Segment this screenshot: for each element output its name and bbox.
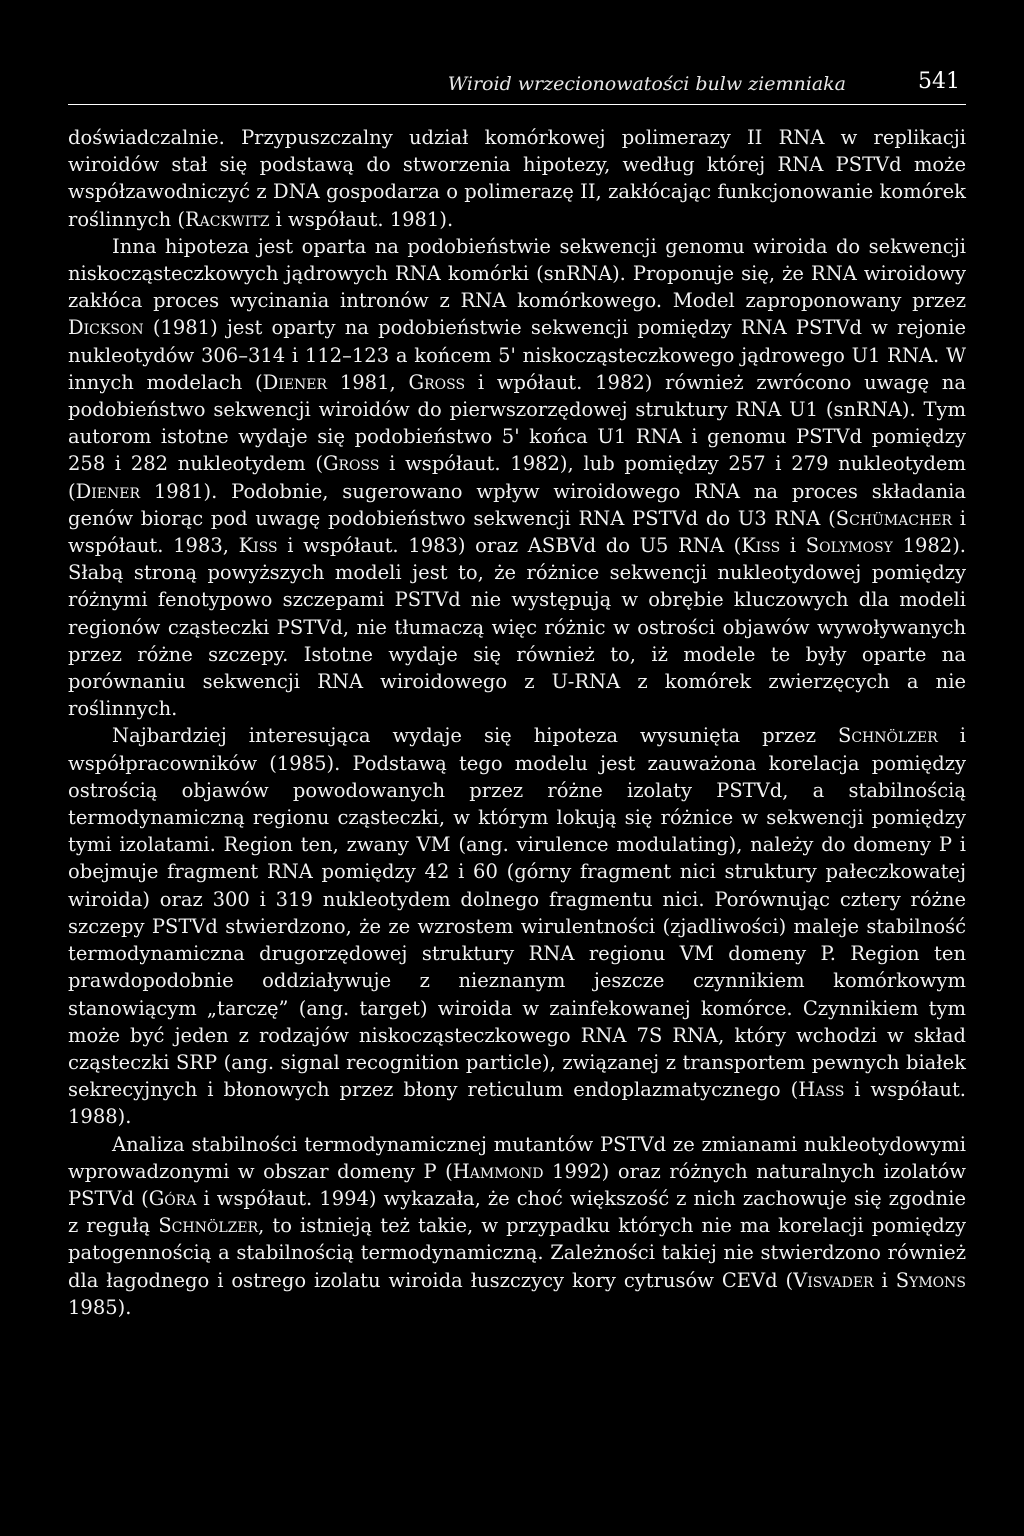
author-name: Kiss — [741, 534, 781, 558]
text-run: i współaut. 1982), lub pomiędzy 257 i 279 nukleotydem ( — [68, 452, 966, 503]
author-name: Schümacher — [835, 506, 952, 530]
author-name: Hass — [798, 1078, 845, 1102]
page-number: 541 — [918, 69, 960, 94]
author-name: Hammond — [452, 1159, 544, 1183]
text-run: Inna hipoteza jest oparta na podobieństwie sekwencji genomu wiroida do sekwencji niskocząsteczkowych jądrowych RNA komórki (snRNA). Proponuje się, że RNA wiroidowy zakłóca proces wycinania intronów z RNA komórkowego. Model zaproponowany przez — [68, 234, 966, 313]
author-name: Góra — [148, 1186, 197, 1210]
page — [68, 0, 966, 1536]
text-run: i — [780, 534, 806, 558]
text-run: i współaut. 1994) wykazała, że choć większość z nich zachowuje się zgodnie z regułą — [68, 1186, 966, 1238]
text-run: i — [873, 1268, 896, 1292]
running-title: Wiroid wrzecionowatości bulw ziemniaka — [447, 73, 846, 95]
author-name: Dickson — [68, 316, 144, 340]
text-run: Najbardziej interesująca wydaje się hipoteza wysunięta przez — [112, 724, 838, 748]
author-name: Gross — [322, 452, 380, 476]
author-name: Rackwitz — [184, 207, 270, 231]
paragraph-1 — [68, 124, 966, 233]
running-header — [68, 70, 966, 105]
body-text — [68, 124, 966, 1321]
author-name: Kiss — [238, 534, 278, 558]
text-run: i współaut. 1981). — [269, 207, 454, 231]
text-run: , to istnieją też takie, w przypadku których nie ma korelacji pomiędzy patogennością a stabilnością termodynamiczną. Zależności takiej nie stwierdzono również dla łagodnego i ostrego izolatu wiroida łuszczycy kory cytrusów CEVd ( — [68, 1214, 967, 1292]
author-name: Schnölzer — [837, 724, 938, 748]
author-name: Diener — [75, 479, 141, 503]
text-run: 1982). Słabą stroną powyższych modeli jest to, że różnice sekwencji nukleotydowej pomiędzy różnymi fenotypowo szczepami PSTVd nie występują w obrębie kluczowych dla modeli regionów cząsteczki PSTVd, nie tłumaczą więc różnic w ostrości objawów wywoływanych przez różne szczepy. Istotne wydaje się również to, iż modele te były oparte na porównaniu sekwencji RNA wiroidowego z U-RNA z komórek zwierzęcych a nie roślinnych. — [68, 534, 967, 721]
text-run: i współaut. 1983, — [68, 506, 966, 558]
text-run: 1981). Podobnie, sugerowano wpływ wiroidowego RNA na proces składania genów biorąc pod uwagę podobieństwo sekwencji RNA PSTVd do U3 RNA ( — [68, 479, 966, 530]
text-run: (1981) jest oparty na podobieństwie sekwencji pomiędzy RNA PSTVd w rejonie nukleotydów 306–314 i 112–123 a końcem 5' niskocząsteczkowego jądrowego U1 RNA. W innych modelach ( — [68, 316, 966, 394]
text-run: Analiza stabilności termodynamicznej mutantów PSTVd ze zmianami nukleotydowymi wprowadzonymi w obszar domeny P ( — [68, 1132, 966, 1183]
author-name: Symons — [895, 1268, 966, 1292]
author-name: Gross — [408, 370, 466, 394]
text-run: 1985). — [68, 1295, 132, 1319]
author-name: Schnölzer — [158, 1214, 259, 1238]
author-name: Diener — [262, 370, 328, 394]
author-name: Solymosy — [805, 534, 893, 558]
paragraph-4 — [68, 1131, 966, 1321]
text-run: i wpółaut. 1982) również zwrócono uwagę na podobieństwo sekwencji wiroidów do pierwszorzędowej struktury RNA U1 (snRNA). Tym autorom istotne wydaje się podobieństwo 5' końca U1 RNA i genomu PSTVd pomiędzy 258 i 282 nukleotydem ( — [68, 370, 966, 476]
text-run: 1981, — [327, 370, 409, 394]
author-name: Visvader — [793, 1268, 874, 1292]
paragraph-2 — [68, 233, 966, 723]
text-run: i współaut. 1988). — [68, 1078, 966, 1129]
paragraph-3 — [68, 722, 966, 1130]
text-run: i współpracowników (1985). Podstawą tego modelu jest zauważona korelacja pomiędzy ostrością objawów powodowanych przez różne izolaty PSTVd, a stabilnością termodynamiczną regionu cząsteczki, w którym lokują się różnice w sekwencji pomiędzy tymi izolatami. Region ten, zwany VM (ang. virulence modulating), należy do domeny P i obejmuje fragment RNA pomiędzy 42 i 60 (górny fragment nici struktury pałeczkowatej wiroida) oraz 300 i 319 nukleotydem dolnego fragmentu nici. Porównując cztery różne szczepy PSTVd stwierdzono, że ze wzrostem wirulentności (zjadliwości) maleje stabilność termodynamiczna drugorzędowej struktury RNA regionu VM domeny P. Region ten prawdopodobnie oddziaływuje z nieznanym jeszcze czynnikiem komórkowym stanowiącym „tarczę” (ang. target) wiroida w zainfekowanej komórce. Czynnikiem tym może być jeden z rodzajów niskocząsteczkowego RNA 7S RNA, który wchodzi w skład cząsteczki SRP (ang. signal recognition particle), związanej z transportem pewnych białek sekrecyjnych i błonowych przez błony reticulum endoplazmatycznego ( — [68, 724, 966, 1102]
text-run: doświadczalnie. Przypuszczalny udział komórkowej polimerazy II RNA w replikacji wiroidów stał się podstawą do stworzenia hipotezy, według której RNA PSTVd może współzawodniczyć z DNA gospodarza o polimerazę II, zakłócając funkcjonowanie komórek roślinnych ( — [68, 126, 966, 231]
text-run: 1992) oraz różnych naturalnych izolatów PSTVd ( — [68, 1159, 967, 1210]
text-run: i współaut. 1983) oraz ASBVd do U5 RNA ( — [277, 534, 742, 558]
